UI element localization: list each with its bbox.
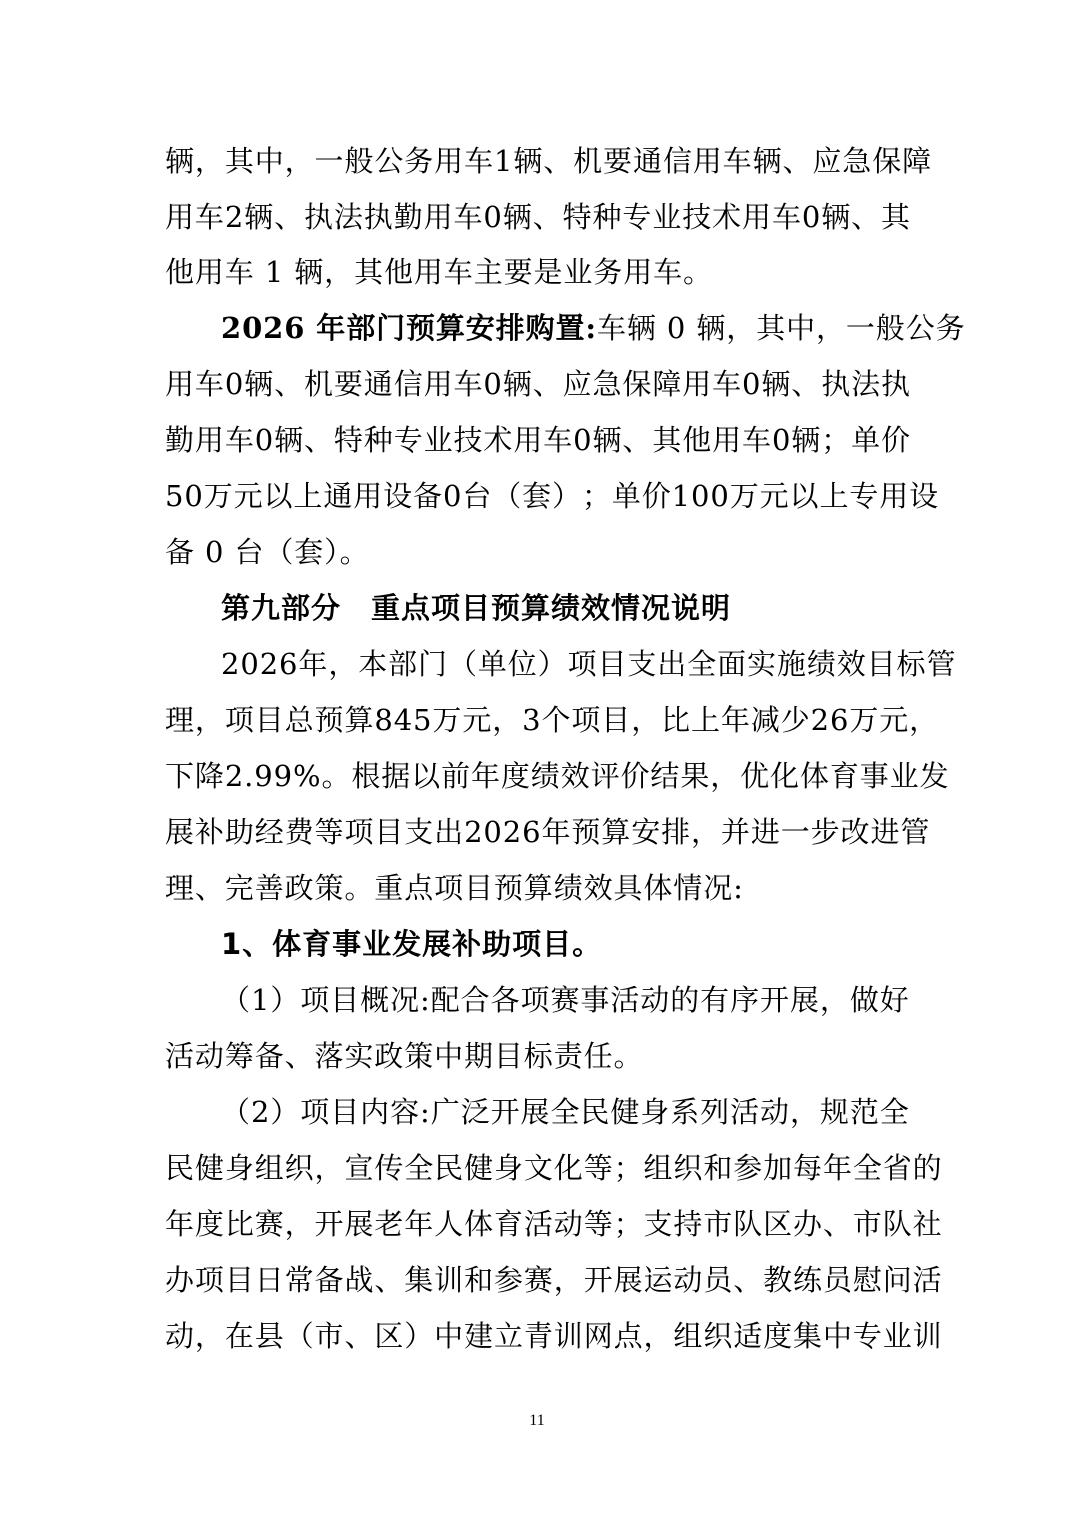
page-number: 11: [529, 1412, 545, 1429]
text-line: 备 0 台（套）。: [165, 535, 370, 569]
text-line: 用 车 0 辆 、 机 要 通 信 用 车 0 辆 、 应 急 保 障 用 车 0 辆 、 执 法 执: [165, 367, 911, 401]
text-line: 理 ， 项 目 总 预 算 845 万 元 ， 3 个 项 目 ， 比 上 年 减 少 26 万 元 ，: [165, 703, 940, 737]
text-line: 2026 年 ， 本 部 门 （ 单 位 ） 项 目 支 出 全 面 实 施 绩 效 目 标 管: [221, 647, 957, 681]
section-heading: 第九部分 重点项目预算绩效情况说明: [221, 591, 732, 625]
budget-line-first: [221, 311, 966, 345]
budget-lead: 2026 年部门预算安排购置:: [221, 311, 598, 345]
text-line: 展 补 助 经 费 等 项 目 支 出 2026 年 预 算 安 排 ， 并 进 一 步 改 进 管: [165, 815, 931, 849]
budget-line-rest: 车辆 0 辆，其中，一般公务: [597, 311, 966, 345]
text-line: 用 车 2 辆 、 执 法 执 勤 用 车 0 辆 、 特 种 专 业 技 术 用 车 0 辆 、 其: [165, 200, 911, 234]
text-line: （ 2 ） 项 目 内 容 : 广 泛 开 展 全 民 健 身 系 列 活 动 ， 规 范 全: [221, 1095, 910, 1129]
text-line: 辆 ， 其 中 ， 一 般 公 务 用 车 1 辆 、 机 要 通 信 用 车 辆 、 应 急 保 障: [165, 144, 933, 178]
text-line: 50 万 元 以 上 通 用 设 备 0 台 （ 套 ） ； 单 价 100 万 元 以 上 专 用 设: [165, 479, 940, 513]
text-line: （ 1 ） 项 目 概 况 : 配 合 各 项 赛 事 活 动 的 有 序 开 展 ， 做 好: [221, 983, 910, 1017]
text-line: 办 项 目 日 常 备 战 、 集 训 和 参 赛 ， 开 展 运 动 员 、 教 练 员 慰 问 活: [165, 1263, 943, 1297]
text-line: 理、完善政策。重点项目预算绩效具体情况:: [165, 871, 744, 905]
project-heading: 1、体育事业发展补助项目。: [221, 927, 603, 961]
text-line: 他用车 1 辆，其他用车主要是业务用车。: [165, 255, 713, 289]
text-line: 勤 用 车 0 辆 、 特 种 专 业 技 术 用 车 0 辆 、 其 他 用 车 0 辆 ； 单 价: [165, 423, 911, 457]
text-line: 下 降 2.99% 。 根 据 以 前 年 度 绩 效 评 价 结 果 ， 优 化 体 育 事 业 发: [165, 759, 950, 793]
text-line: 动 ， 在 县 （ 市 、 区 ） 中 建 立 青 训 网 点 ， 组 织 适 度 集 中 专 业 训: [165, 1319, 943, 1353]
text-line: 活动筹备、落实政策中期目标责任。: [165, 1039, 644, 1073]
text-line: 民 健 身 组 织 ， 宣 传 全 民 健 身 文 化 等 ； 组 织 和 参 加 每 年 全 省 的: [165, 1151, 943, 1185]
text-line: 年 度 比 赛 ， 开 展 老 年 人 体 育 活 动 等 ； 支 持 市 队 区 办 、 市 队 社: [165, 1207, 943, 1241]
